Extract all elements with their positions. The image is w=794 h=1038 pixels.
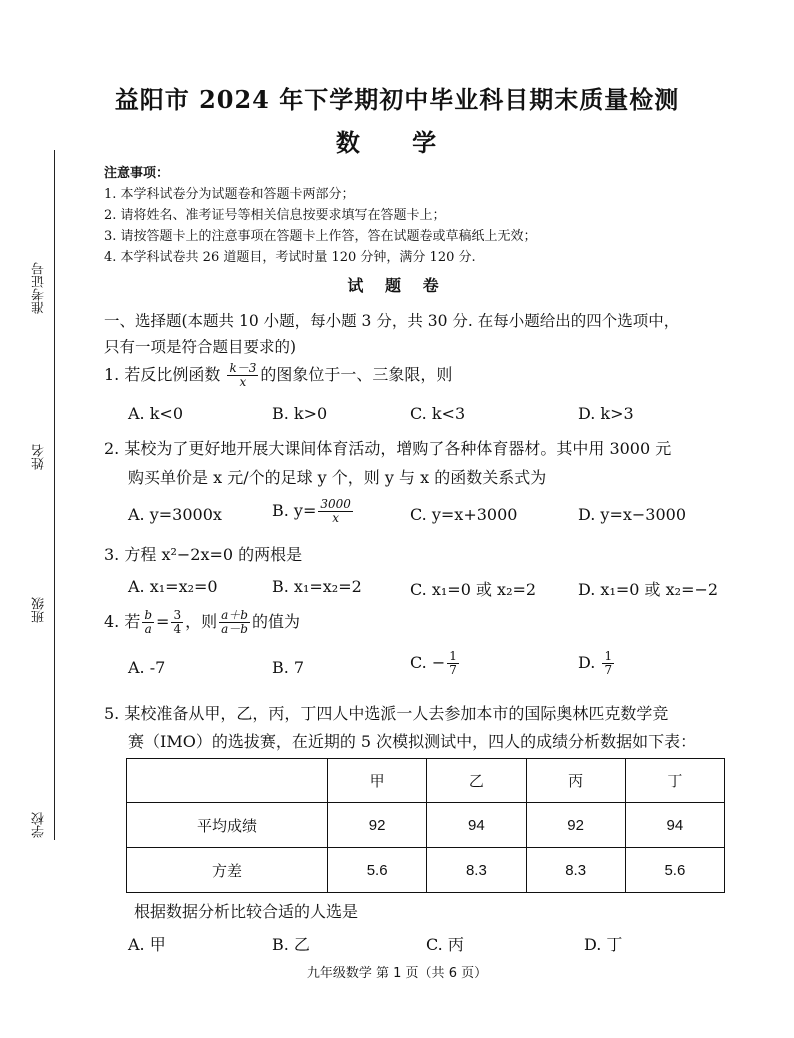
subject-title: 数 学 [335,128,459,157]
q4-option-a[interactable]: A. -7 [128,658,166,677]
q4-text-mid: ，则 [185,612,218,631]
notes-item: 3. 请按答题卡上的注意事项在答题卡上作答，答在试题卷或草稿纸上无效； [104,229,537,244]
q3-option-c[interactable]: C. x₁=0 或 x₂=2 [410,580,537,599]
option-label: B. y= [272,501,317,520]
question-4 [104,609,300,636]
table-cell: 方差 [127,848,328,893]
q4-fraction-3-4 [171,609,183,636]
q1-text-end: 的图象位于一、三象限，则 [260,365,453,384]
question-5-line2: 赛（IMO）的选拔赛，在近期的 5 次模拟测试中，四人的成绩分析数据如下表： [128,732,697,751]
question-3: 3. 方程 x²−2x=0 的两根是 [104,545,303,564]
fraction-denominator: a [144,622,152,636]
fraction-numerator: 3000 [320,497,351,511]
q1-option-d[interactable]: D. k>3 [578,404,634,423]
q4-c-fraction [447,650,459,677]
fraction-numerator: b [144,608,153,622]
table-cell: 92 [526,803,625,848]
q4-fraction-expr [219,609,250,636]
q2-option-a[interactable]: A. y=3000x [128,505,222,524]
score-table [126,758,725,893]
question-1 [104,362,452,389]
q2-option-c[interactable]: C. y=x+3000 [410,505,518,524]
table-cell: 8.3 [526,848,625,893]
q3-option-a[interactable]: A. x₁=x₂=0 [128,577,218,596]
q4-option-b[interactable]: B. 7 [272,658,305,677]
fraction-denominator: a－b [221,622,248,636]
table-header-cell [127,759,328,803]
table-row [127,803,725,848]
table-cell: 5.6 [328,848,427,893]
table-header-cell: 丙 [526,759,625,803]
table-cell: 92 [328,803,427,848]
table-cell: 5.6 [625,848,724,893]
question-2 [104,437,671,461]
question-2-line2: 购买单价是 x 元/个的足球 y 个，则 y 与 x 的函数关系式为 [128,468,547,487]
q5-option-d[interactable]: D. 丁 [584,935,623,954]
fraction-numerator: k－3 [229,361,257,375]
q5-question: 根据数据分析比较合适的人选是 [134,902,359,921]
fraction-numerator: 1 [604,649,613,663]
exam-title: 益阳市 2024 年下学期初中毕业科目期末质量检测 [114,85,680,114]
notes-item: 1. 本学科试卷分为试题卷和答题卡两部分； [104,187,355,202]
q2-option-d[interactable]: D. y=x−3000 [578,505,687,524]
q4-text: 4. 若 [104,612,141,631]
q5-option-a[interactable]: A. 甲 [128,935,166,954]
q5-option-b[interactable]: B. 乙 [272,935,310,954]
q1-text: 1. 若反比例函数 [104,365,226,384]
fraction-denominator: x [332,511,340,525]
q4-fraction-b-a [142,609,154,636]
q3-option-d[interactable]: D. x₁=0 或 x₂=−2 [578,580,719,599]
table-row [127,848,725,893]
fraction-numerator: 3 [173,608,182,622]
part-one-line: 只有一项是符合题目要求的) [104,338,297,356]
exam-number-label: 准考证号 [32,262,47,314]
school-label: 学校 [32,812,47,838]
table-cell: 8.3 [427,848,526,893]
fraction-numerator: 1 [449,649,457,663]
part-one-line: 一、选择题(本题共 10 小题，每小题 3 分，共 30 分. 在每小题给出的四个选项中， [104,312,680,330]
name-label: 姓名 [32,444,47,470]
q4-option-c[interactable] [410,650,461,677]
q1-fraction [227,362,258,389]
table-cell: 平均成绩 [127,803,328,848]
q5-option-c[interactable]: C. 丙 [426,935,464,954]
q4-text-end: 的值为 [251,612,300,631]
q3-option-b[interactable]: B. x₁=x₂=2 [272,577,362,596]
table-header-row [127,759,725,803]
notes-title: 注意事项： [104,166,170,181]
class-label: 班级 [32,597,47,623]
equals-sign: = [156,612,170,631]
q2-line: 2. 某校为了更好地开展大课间体育活动，增购了各种体育器材。其中用 3000 元 [104,439,672,458]
table-header-cell: 甲 [328,759,427,803]
q1-option-b[interactable]: B. k>0 [272,404,328,423]
fraction-denominator: x [239,375,247,389]
question-5: 5. 某校准备从甲，乙，丙，丁四人中选派一人去参加本市的国际奥林匹克数学竞 [104,704,669,723]
table-cell: 94 [625,803,724,848]
part-one-instructions [104,308,724,360]
q1-option-a[interactable]: A. k<0 [128,404,184,423]
q4-option-d[interactable] [578,650,616,677]
table-cell: 94 [427,803,526,848]
fraction-denominator: 7 [604,663,613,677]
fraction-denominator: 7 [449,663,457,677]
notes-item: 4. 本学科试卷共 26 道题目，考试时量 120 分钟，满分 120 分. [104,250,476,265]
option-label: C. − [410,653,446,672]
page-footer: 九年级数学 第 1 页（共 6 页） [306,966,488,981]
fraction-denominator: 4 [173,622,182,636]
option-label: D. [578,653,601,672]
q2-option-b[interactable] [272,498,355,525]
table-header-cell: 乙 [427,759,526,803]
q4-d-fraction [602,650,614,677]
notes-block [104,163,537,268]
section-title: 试 题 卷 [347,276,447,295]
q2-b-fraction [318,498,353,525]
q1-option-c[interactable]: C. k<3 [410,404,466,423]
binding-line [54,150,55,840]
notes-item: 2. 请将姓名、准考证号等相关信息按要求填写在答题卡上； [104,208,446,223]
table-header-cell: 丁 [625,759,724,803]
fraction-numerator: a＋b [221,608,248,622]
